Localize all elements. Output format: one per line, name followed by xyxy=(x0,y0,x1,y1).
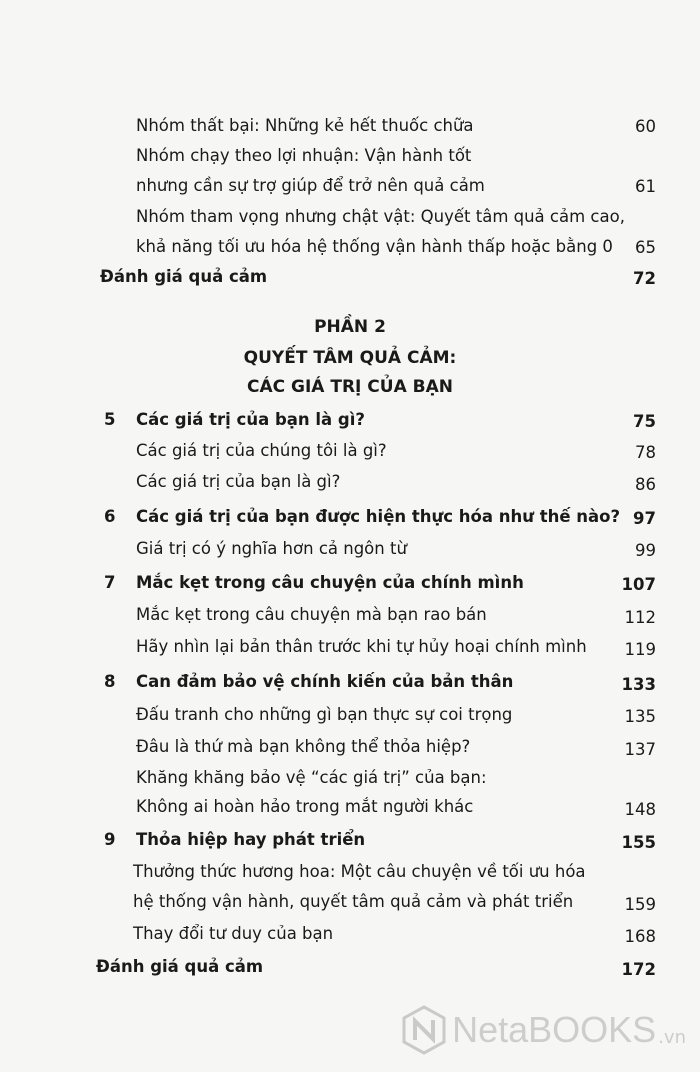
toc-entry: Đâu là thứ mà bạn không thể thỏa hiệp? xyxy=(136,737,471,756)
toc-entry: Hãy nhìn lại bản thân trước khi tự hủy hoại chính mình xyxy=(136,637,587,656)
toc-entry: Các giá trị của bạn là gì? xyxy=(136,472,341,491)
toc-page-number: 155 xyxy=(621,833,656,852)
toc-entry: Thay đổi tư duy của bạn xyxy=(133,924,334,943)
chapter-number: 8 xyxy=(104,672,116,691)
toc-entry: Các giá trị của chúng tôi là gì? xyxy=(136,441,387,460)
chapter-title: Thỏa hiệp hay phát triển xyxy=(136,830,366,849)
chapter-number: 5 xyxy=(104,410,116,429)
toc-page-number: 112 xyxy=(624,608,656,627)
toc-page-number: 65 xyxy=(635,238,656,257)
toc-page-number: 72 xyxy=(633,269,656,288)
toc-page-number: 168 xyxy=(624,927,656,946)
chapter-title: Các giá trị của bạn là gì? xyxy=(136,410,365,429)
toc-page-number: 159 xyxy=(624,895,656,914)
toc-entry: nhưng cần sự trợ giúp để trở nên quả cảm xyxy=(136,176,485,195)
chapter-title: Mắc kẹt trong câu chuyện của chính mình xyxy=(136,573,524,592)
toc-entry: Nhóm tham vọng nhưng chật vật: Quyết tâm quả cảm cao, xyxy=(136,207,625,226)
toc-page-number: 133 xyxy=(621,675,656,694)
netabooks-watermark xyxy=(402,1002,686,1058)
part-title-line1: QUYẾT TÂM QUẢ CẢM: xyxy=(243,348,457,368)
toc-entry: khả năng tối ưu hóa hệ thống vận hành thấp hoặc bằng 0 xyxy=(136,237,613,256)
toc-page-number: 78 xyxy=(635,443,656,462)
toc-page-number: 60 xyxy=(635,117,656,136)
toc-entry: Thưởng thức hương hoa: Một câu chuyện về tối ưu hóa xyxy=(133,862,586,881)
toc-page-number: 97 xyxy=(633,509,656,528)
watermark-brand: NetaBOOKS xyxy=(452,1009,657,1050)
netabooks-logo-icon xyxy=(402,1005,446,1055)
toc-page-number: 148 xyxy=(624,800,656,819)
toc-entry: hệ thống vận hành, quyết tâm quả cảm và phát triển xyxy=(133,892,574,911)
toc-entry: Mắc kẹt trong câu chuyện mà bạn rao bán xyxy=(136,605,487,624)
toc-entry: Nhóm thất bại: Những kẻ hết thuốc chữa xyxy=(136,116,474,135)
chapter-number: 7 xyxy=(104,573,116,592)
toc-page-number: 75 xyxy=(633,412,656,431)
toc-page-number: 137 xyxy=(624,740,656,759)
part-title-line2: CÁC GIÁ TRỊ CỦA BẠN xyxy=(246,377,453,397)
toc-page-number: 172 xyxy=(621,960,656,979)
toc-entry: Không ai hoàn hảo trong mắt người khác xyxy=(136,797,474,816)
toc-page-number: 86 xyxy=(635,475,656,494)
chapter-title: Các giá trị của bạn được hiện thực hóa như thế nào? xyxy=(136,507,621,526)
chapter-number: 9 xyxy=(104,830,116,849)
assessment-heading: Đánh giá quả cảm xyxy=(100,267,268,286)
chapter-title: Can đảm bảo vệ chính kiến của bản thân xyxy=(136,672,514,691)
toc-entry: Đấu tranh cho những gì bạn thực sự coi trọng xyxy=(136,705,513,724)
watermark-suffix: .vn xyxy=(658,1027,686,1048)
toc-entry: Nhóm chạy theo lợi nhuận: Vận hành tốt xyxy=(136,146,472,165)
toc-page-number: 61 xyxy=(635,177,656,196)
toc-page-number: 135 xyxy=(624,707,656,726)
toc-page-number: 119 xyxy=(624,640,656,659)
toc-page-number: 107 xyxy=(621,575,656,594)
toc-entry: Giá trị có ý nghĩa hơn cả ngôn từ xyxy=(136,539,407,558)
chapter-number: 6 xyxy=(104,507,116,526)
assessment-heading: Đánh giá quả cảm xyxy=(96,957,264,976)
toc-page-number: 99 xyxy=(635,541,656,560)
part-label: PHẦN 2 xyxy=(314,317,386,337)
toc-entry: Khăng khăng bảo vệ “các giá trị” của bạn: xyxy=(136,768,487,787)
